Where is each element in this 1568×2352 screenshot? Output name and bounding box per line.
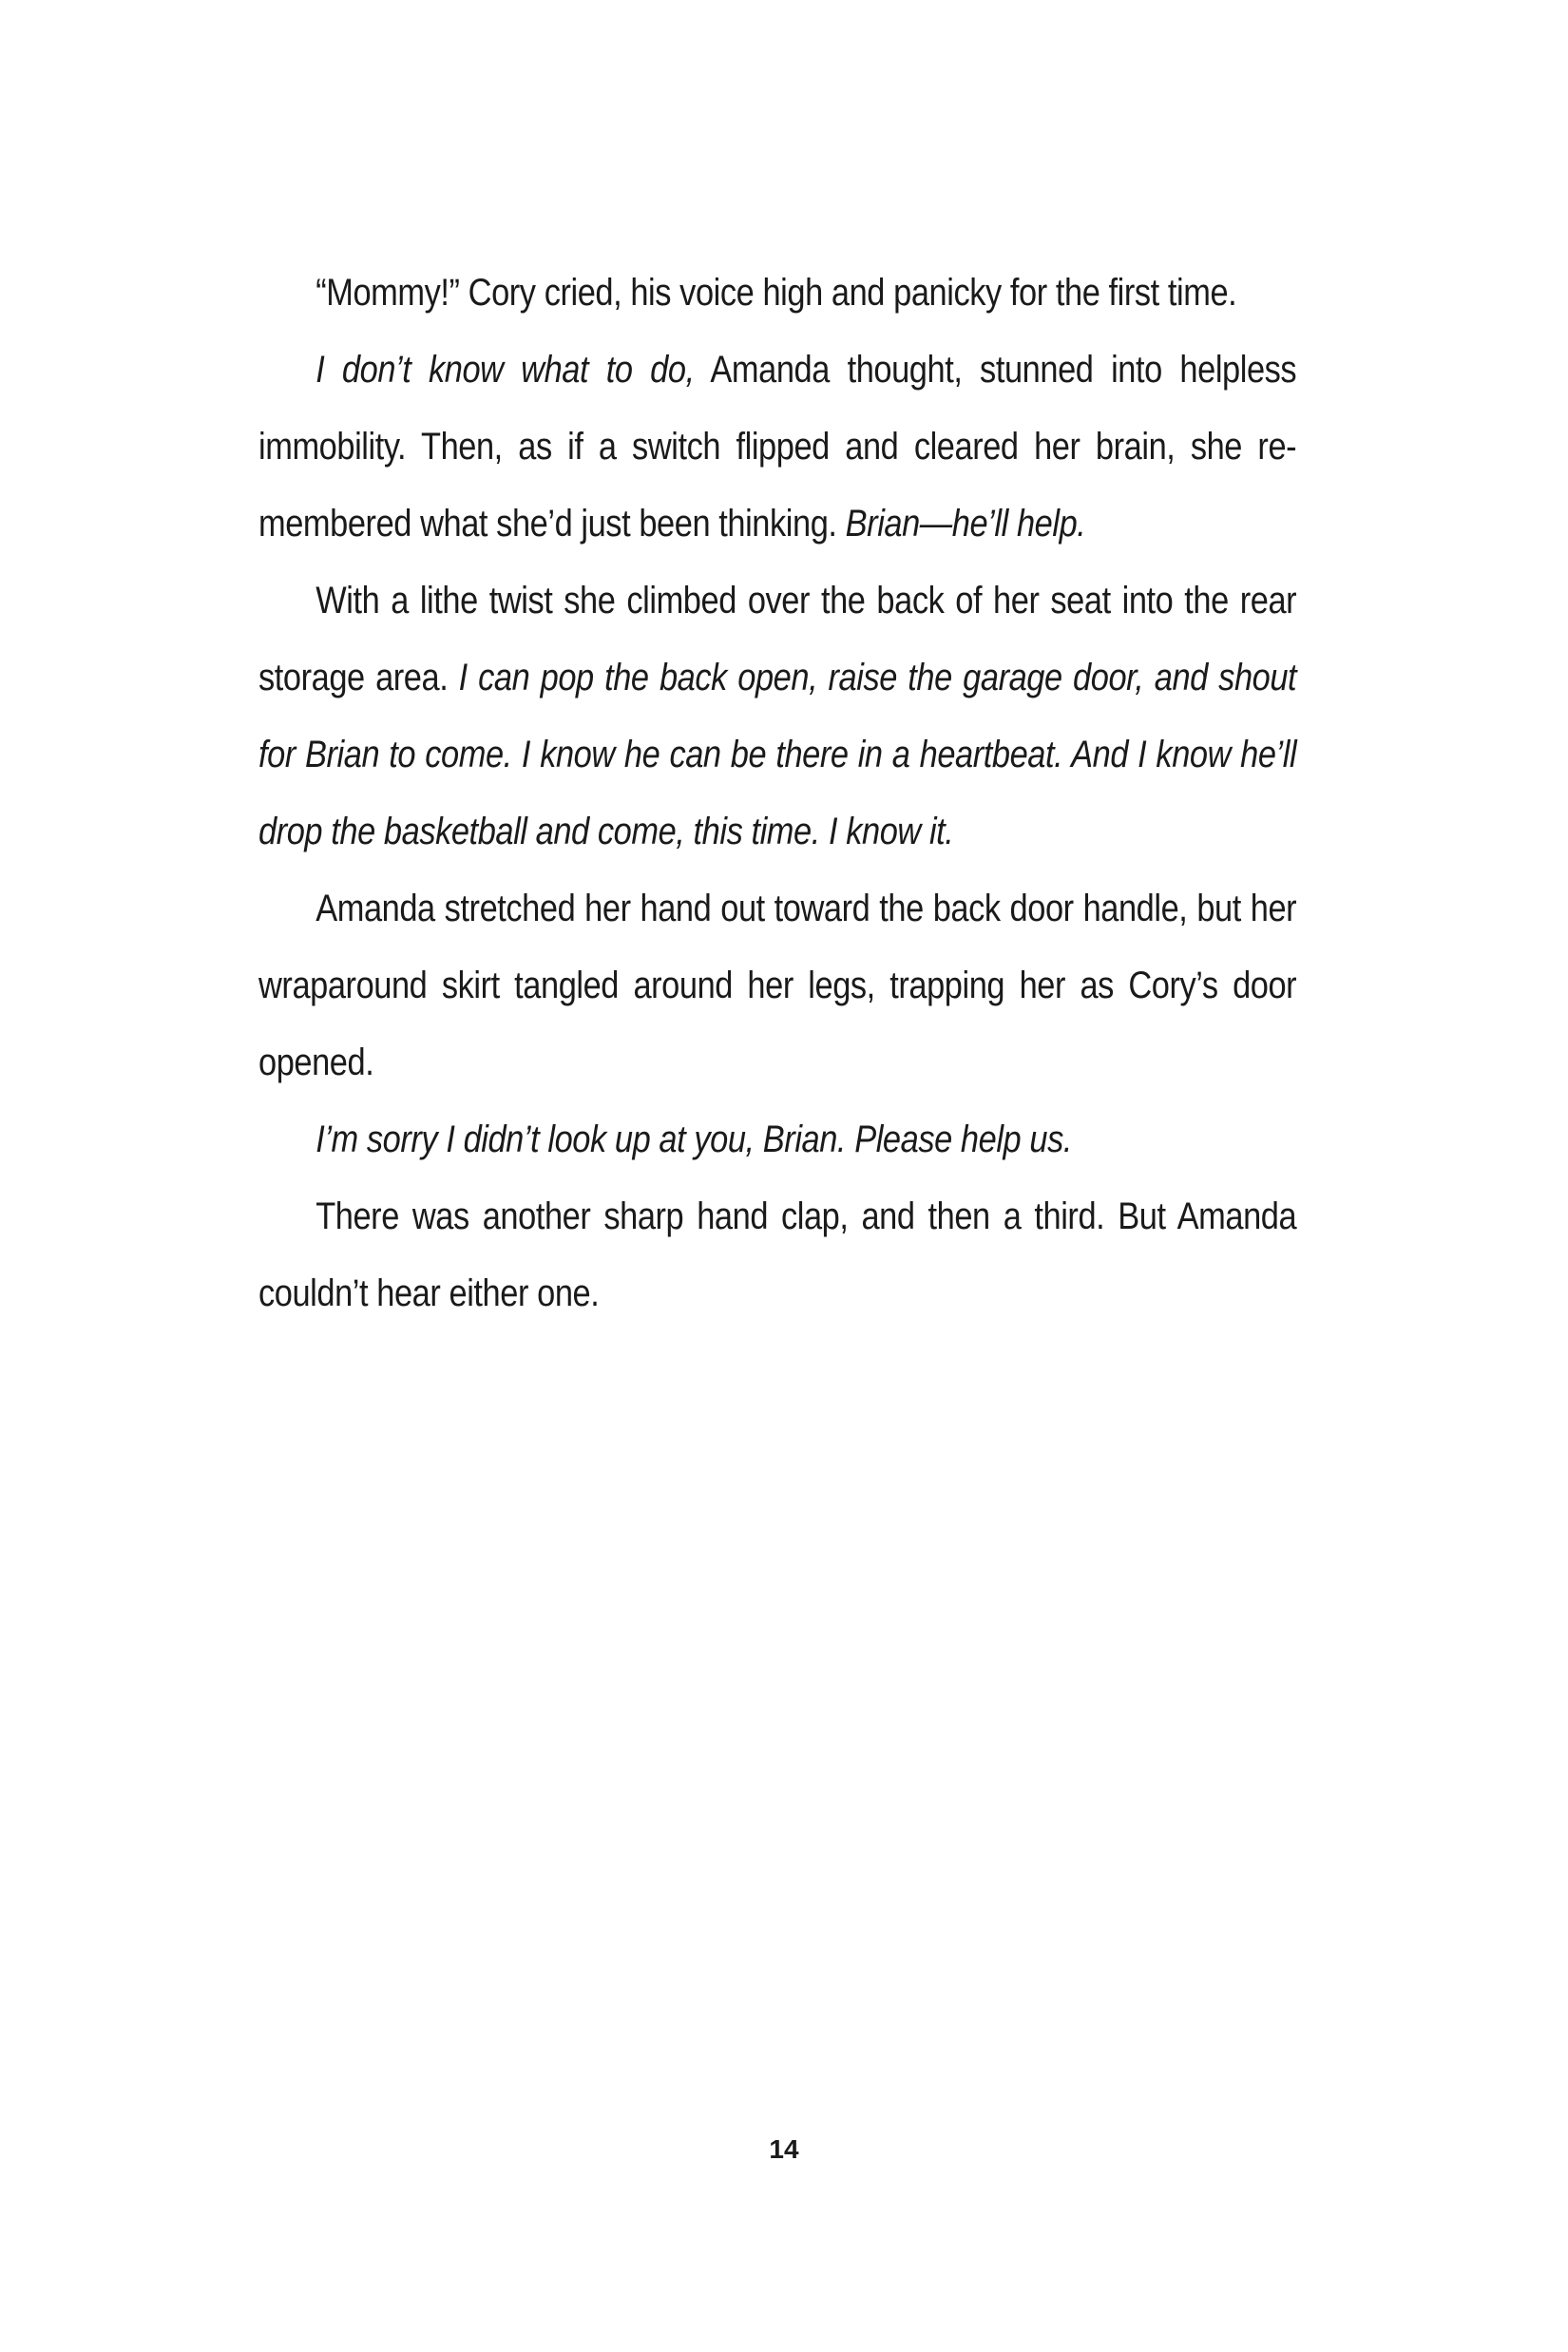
paragraph-1 (258, 255, 1296, 332)
paragraph-6 (258, 1178, 1296, 1332)
paragraph-3-italic-thought: I can pop the back open, raise the garage door, and shout for Brian to come. I know he can be there in a heartbeat. And I know he’ll drop the basketball and come, this time. I know it. (258, 657, 1297, 852)
paragraph-6-text: There was another sharp hand clap, and then a third. But Amanda couldn’t hear either one. (258, 1195, 1297, 1314)
paragraph-5-italic-thought: I’m sorry I didn’t look up at you, Brian. Please help us. (316, 1119, 1072, 1160)
paragraph-2-text: Amanda thought, stunned into helpless immobility. Then, as if a switch flipped and cleared her brain, she re-membered what she’d just been thinking. (258, 349, 1297, 545)
body-text (258, 255, 1296, 1332)
paragraph-2-italic-brian: Brian—he’ll help. (845, 503, 1086, 545)
paragraph-2 (258, 332, 1296, 563)
paragraph-2-italic-thought: I don’t know what to do, (316, 349, 695, 391)
paragraph-4-text: Amanda stretched her hand out toward the back door handle, but her wraparound skirt tangled around her legs, trapping her as Cory’s door opened. (258, 888, 1297, 1083)
paragraph-5 (258, 1101, 1296, 1178)
paragraph-3-text: With a lithe twist she climbed over the back of her seat into the rear storage area. (258, 580, 1297, 698)
paragraph-3 (258, 563, 1296, 870)
paragraph-4 (258, 870, 1296, 1101)
page-number: 14 (769, 2134, 799, 2164)
paragraph-1-text: “Mommy!” Cory cried, his voice high and panicky for the first time. (316, 272, 1237, 314)
